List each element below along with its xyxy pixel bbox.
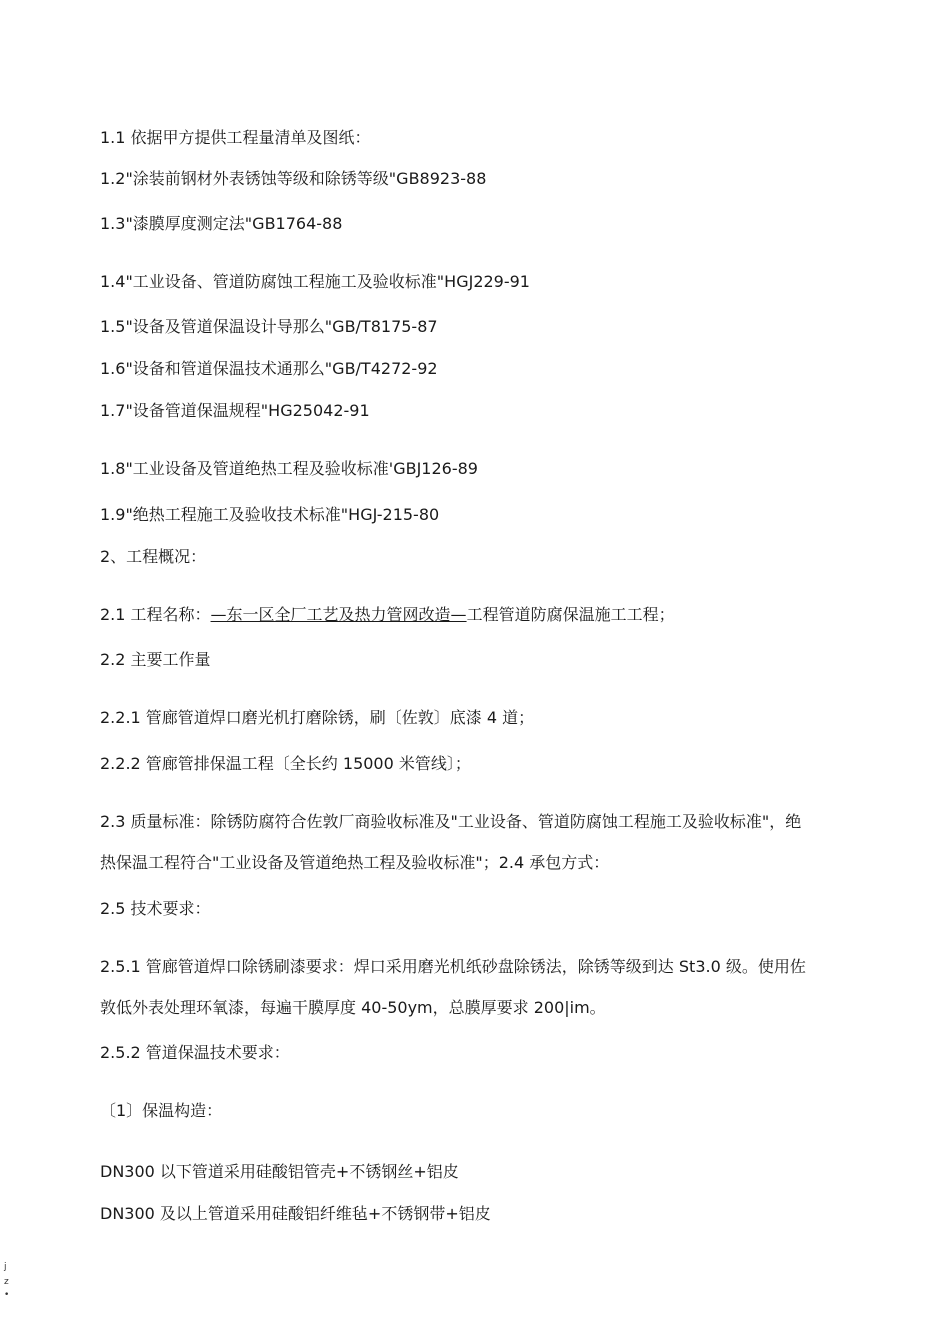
- margin-mark-3: •: [4, 1290, 10, 1300]
- text-line-2-3: 2.3 质量标准：除锈防腐符合佐敦厂商验收标准及"工业设备、管道防腐蚀工程施工及验收标准"，绝: [100, 812, 802, 831]
- text-line-2-5: 2.5 技术要求：: [100, 899, 211, 918]
- text-line-1-5: 1.5"设备及管道保温设计导那么"GB/T8175-87: [100, 317, 438, 336]
- margin-mark-1: j: [4, 1262, 7, 1272]
- project-name-underlined: —东一区全厂工艺及热力管网改造—: [210, 605, 467, 624]
- project-name-label: 2.1 工程名称：: [100, 605, 211, 624]
- project-name-suffix: 工程管道防腐保温施工工程；: [466, 605, 675, 624]
- margin-mark-2: z: [4, 1277, 9, 1287]
- text-line-1-9: 1.9"绝热工程施工及验收技术标准"HGJ-215-80: [100, 505, 440, 524]
- text-line-1-1: 1.1 依据甲方提供工程量清单及图纸：: [100, 128, 371, 147]
- text-line-2-2: 2.2 主要工作量: [100, 650, 211, 669]
- text-line-2-5-2: 2.5.2 管道保温技术要求：: [100, 1043, 290, 1062]
- text-line-1-3: 1.3"漆膜厚度测定法"GB1764-88: [100, 214, 343, 233]
- text-line-1-2: 1.2"涂装前钢材外表锈蚀等级和除锈等级"GB8923-88: [100, 169, 487, 188]
- text-line-2-2-1: 2.2.1 管廊管道焊口磨光机打磨除锈，刷〔佐敦〕底漆 4 道；: [100, 708, 535, 727]
- text-line-1-4: 1.4"工业设备、管道防腐蚀工程施工及验收标准"HGJ229-91: [100, 272, 530, 291]
- text-line-1-8: 1.8"工业设备及管道绝热工程及验收标准'GBJ126-89: [100, 459, 478, 478]
- text-line-2-2-2: 2.2.2 管廊管排保温工程〔全长约 15000 米管线〕；: [100, 754, 471, 773]
- text-line-1-6: 1.6"设备和管道保温技术通那么"GB/T4272-92: [100, 359, 438, 378]
- section-heading-2: 2、工程概况：: [100, 547, 207, 566]
- text-line-dn300-below: DN300 以下管道采用硅酸铝管壳+不锈钢丝+铝皮: [100, 1162, 459, 1181]
- text-line-2-5-1: 2.5.1 管廊管道焊口除锈刷漆要求：焊口采用磨光机纸砂盘除锈法，除锈等级到达 St3.0 级。使用佐: [100, 957, 806, 976]
- text-line-1-7: 1.7"设备管道保温规程"HG25042-91: [100, 401, 370, 420]
- text-line-dn300-above: DN300 及以上管道采用硅酸铝纤维毡+不锈钢带+铝皮: [100, 1204, 491, 1223]
- text-line-insulation-structure: 〔1〕保温构造：: [100, 1101, 223, 1120]
- text-line-2-3-cont: 热保温工程符合"工业设备及管道绝热工程及验收标准"；2.4 承包方式：: [100, 853, 610, 872]
- text-line-2-1: [100, 605, 675, 625]
- text-line-2-5-1-cont: 敦低外表处理环氧漆，每遍干膜厚度 40-50ym，总膜厚要求 200|im。: [100, 998, 606, 1017]
